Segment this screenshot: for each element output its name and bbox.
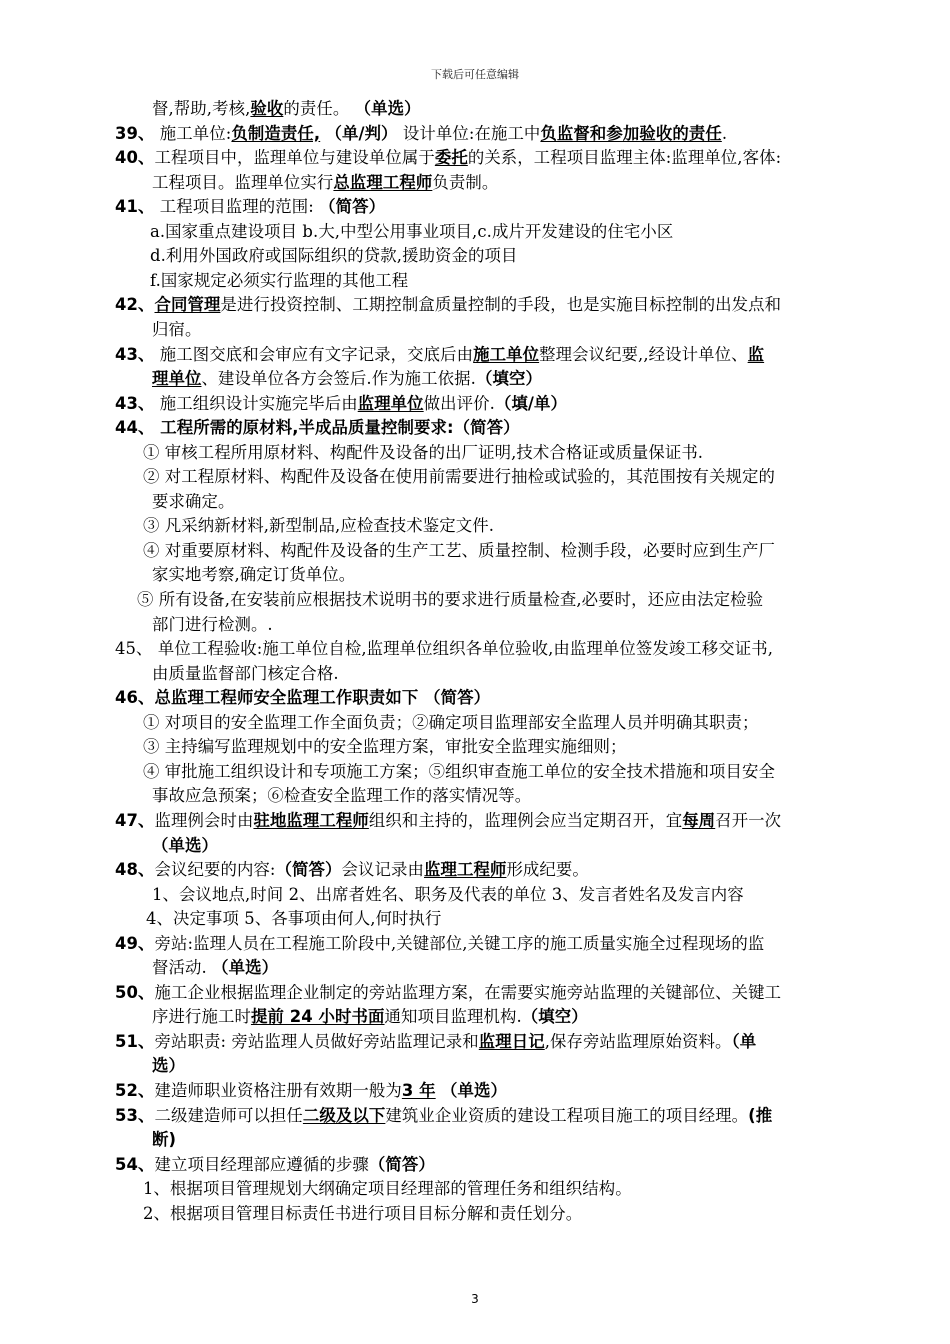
text-segment: 45、 单位工程验收:施工单位自检,监理单位组织各单位验收,由监理单位签发竣工移交证书, <box>115 639 774 659</box>
text-segment: 整理会议纪要,,经设计单位、 <box>539 344 748 364</box>
bold-label: （单选） <box>440 1081 507 1100</box>
text-segment: ⑤ 所有设备,在安装前应根据技术说明书的要求进行质量检查,必要时，还应由法定检验 <box>137 590 764 609</box>
item-number: 43、 <box>115 344 155 364</box>
text-segment: 施工组织设计实施完毕后由 <box>154 393 358 413</box>
text-line <box>152 170 498 195</box>
item-number: 50、 <box>115 982 155 1002</box>
text-segment: 要求确定。 <box>152 491 235 511</box>
text-segment: 4、决定事项 5、各事项由何人,何时执行 <box>146 909 442 929</box>
text-segment: 二级建造师可以担任 <box>154 1105 303 1125</box>
text-segment: 通知项目监理机构. <box>384 1007 522 1027</box>
text-line <box>115 980 781 1005</box>
text-line <box>115 121 727 146</box>
text-segment: 的关系，工程项目监理主体:监理单位,客体: <box>467 148 782 168</box>
underlined-answer: 监理单位 <box>357 393 424 413</box>
text-line <box>152 1004 588 1029</box>
text-segment: 设计单位:在施工中 <box>397 123 541 143</box>
text-segment: 由质量监督部门核定合格. <box>152 663 339 683</box>
underlined-answer: 3 年 <box>401 1081 436 1100</box>
bold-label: （填/单） <box>494 393 568 413</box>
text-segment: 施工图交底和会审应有文字记录，交底后由 <box>154 344 474 364</box>
text-segment: 旁站职责: 旁站监理人员做好旁站监理记录和 <box>154 1031 479 1051</box>
item-number: 53、 <box>115 1105 155 1125</box>
item-number: 54、 <box>115 1154 155 1174</box>
text-line <box>152 612 273 637</box>
text-line <box>152 955 278 980</box>
text-segment: 做出评价. <box>423 393 495 413</box>
text-segment: ④ 对重要原材料、构配件及设备的生产工艺、质量控制、检测手段，必要时应到生产厂 <box>143 540 775 560</box>
text-line <box>152 366 542 391</box>
bold-label: （简答） <box>275 860 342 880</box>
text-line <box>115 391 567 416</box>
underlined-answer: 委托 <box>434 148 468 168</box>
text-segment: 建造师职业资格注册有效期一般为 <box>154 1081 402 1100</box>
bold-label: （单选） <box>212 958 279 978</box>
text-segment: 工程项目。监理单位实行 <box>152 172 334 192</box>
bold-label: （简答） <box>319 197 386 217</box>
text-segment: 事故应急预案；⑥检查安全监理工作的落实情况等。 <box>152 786 532 806</box>
item-number: 48、 <box>115 860 155 880</box>
text-segment: 监理例会时由 <box>154 810 254 830</box>
text-segment: 施工单位: <box>154 123 232 143</box>
text-line <box>143 734 627 759</box>
text-line <box>143 513 494 538</box>
item-number: 42、 <box>115 295 155 315</box>
text-line <box>152 783 531 808</box>
text-line <box>143 538 775 563</box>
text-line <box>150 268 408 293</box>
bold-label: （单选） <box>354 99 421 118</box>
text-line <box>115 194 385 219</box>
underlined-answer: 驻地监理工程师 <box>253 810 369 830</box>
text-line <box>152 562 355 587</box>
bold-label: （单选） <box>152 835 218 855</box>
text-segment: 负责制。 <box>432 172 499 192</box>
underlined-answer: 负制造责任, <box>231 123 321 143</box>
text-segment: 是进行投资控制、工期控制盒质量控制的手段，也是实施目标控制的出发点和 <box>220 295 782 315</box>
text-segment: 旁站:监理人员在工程施工阶段中,关键部位,关键工序的施工质量实施全过程现场的监 <box>154 933 765 953</box>
bold-label: 44、 工程所需的原材料,半成品质量控制要求:（简答） <box>115 418 520 438</box>
underlined-answer: 监 <box>747 344 765 364</box>
bold-label: （单 <box>731 1031 757 1051</box>
item-number: 52、 <box>115 1081 155 1100</box>
text-segment: ② 对工程原材料、构配件及设备在使用前需要进行抽检或试验的，其范围按有关规定的 <box>143 467 775 487</box>
text-segment: ③ 主持编写监理规划中的安全监理方案，审批安全监理实施细则； <box>143 737 627 757</box>
page-number: 3 <box>471 1292 479 1306</box>
text-segment: 会议记录由 <box>341 860 424 880</box>
text-segment: ① 审核工程所用原材料、构配件及设备的出厂证明,技术合格证或质量保证书. <box>143 442 704 462</box>
text-segment: 召开一次 <box>715 810 782 830</box>
text-segment: 建筑业企业资质的建设工程项目施工的项目经理。 <box>385 1105 749 1125</box>
bold-label: （填空） <box>521 1007 588 1027</box>
text-segment: 督,帮助,考核, <box>152 99 251 118</box>
text-line <box>152 882 744 907</box>
text-line <box>152 489 234 514</box>
text-segment: ① 对项目的安全监理工作全面负责；②确定项目监理部安全监理人员并明确其职责； <box>143 712 759 732</box>
text-line <box>115 292 781 317</box>
item-number: 41、 <box>115 197 155 217</box>
item-number: 39、 <box>115 123 155 143</box>
text-segment: 督活动. <box>152 958 213 978</box>
text-segment: 部门进行检测。. <box>152 614 273 634</box>
text-line <box>115 1029 756 1054</box>
text-line <box>115 342 764 367</box>
text-segment: 形成纪要。 <box>506 860 589 880</box>
text-segment: 建立项目经理部应遵循的步骤 <box>154 1154 369 1174</box>
bold-label: （单/判） <box>325 123 398 143</box>
text-segment: ,保存旁站监理原始资料。 <box>544 1031 732 1051</box>
text-line <box>143 1176 632 1201</box>
underlined-answer: 监理工程师 <box>423 860 507 880</box>
text-line <box>137 587 763 612</box>
underlined-answer: 二级及以下 <box>302 1105 386 1125</box>
item-number: 51、 <box>115 1031 155 1051</box>
text-segment: . <box>721 123 728 143</box>
text-segment: 施工企业根据监理企业制定的旁站监理方案，在需要实施旁站监理的关键部位、关键工 <box>154 982 782 1002</box>
bold-label: （填空） <box>475 369 542 389</box>
text-line <box>143 464 775 489</box>
text-segment: a.国家重点建设项目 b.大,中型公用事业项目,c.成片开发建设的住宅小区 <box>150 221 674 241</box>
underlined-answer: 监理日记 <box>478 1031 545 1051</box>
text-segment: ④ 审批施工组织设计和专项施工方案；⑤组织审查施工单位的安全技术措施和项目安全 <box>143 761 775 781</box>
underlined-answer: 提前 24 小时书面 <box>250 1007 385 1027</box>
bold-label: （简答） <box>368 1154 435 1174</box>
text-segment: 归宿。 <box>152 319 202 339</box>
bold-label: 断) <box>152 1130 177 1150</box>
underlined-answer: 合同管理 <box>154 295 221 315</box>
bold-label: 选） <box>152 1056 185 1076</box>
text-segment: ③ 凡采纳新材料,新型制品,应检查技术鉴定文件. <box>143 516 495 536</box>
underlined-answer: 总监理工程师 <box>333 172 433 192</box>
text-segment: f.国家规定必须实行监理的其他工程 <box>150 270 409 290</box>
text-line <box>115 1152 435 1177</box>
underlined-answer: 负监督和参加验收的责任 <box>540 123 722 143</box>
text-line <box>152 1127 176 1152</box>
text-segment: 会议纪要的内容: <box>154 860 276 880</box>
text-line <box>143 759 775 784</box>
text-line <box>115 145 781 170</box>
text-line <box>115 1103 772 1128</box>
text-line <box>152 833 218 858</box>
text-line <box>115 415 520 440</box>
text-segment: 2、根据项目管理目标责任书进行项目目标分解和责任划分。 <box>143 1203 583 1223</box>
text-segment: 1、会议地点,时间 2、出席者姓名、职务及代表的单位 3、发言者姓名及发言内容 <box>152 884 744 904</box>
item-number: 49、 <box>115 933 155 953</box>
page-header: 下载后可任意编辑 <box>431 68 519 81</box>
text-line <box>150 219 673 244</box>
text-line <box>152 1053 185 1078</box>
text-line <box>143 710 758 735</box>
text-line <box>115 685 490 710</box>
underlined-answer: 验收 <box>250 99 284 118</box>
text-segment: 工程项目监理的范围: <box>154 197 320 217</box>
bold-label: (推 <box>748 1105 773 1125</box>
text-line <box>115 1078 507 1103</box>
text-segment: 组织和主持的，监理例会应当定期召开，宜 <box>368 810 683 830</box>
text-segment: 的责任。 <box>283 99 355 118</box>
text-segment: d.利用外国政府或国际组织的贷款,援助资金的项目 <box>150 246 518 266</box>
underlined-answer: 理单位 <box>152 369 202 389</box>
text-line <box>143 1201 582 1226</box>
text-line <box>152 96 421 121</box>
item-number: 47、 <box>115 810 155 830</box>
text-segment: 家实地考察,确定订货单位。 <box>152 565 356 585</box>
text-line <box>115 931 764 956</box>
text-line <box>115 857 589 882</box>
text-line <box>152 317 201 342</box>
text-segment: 1、根据项目管理规划大纲确定项目经理部的管理任务和组织结构。 <box>143 1179 632 1199</box>
bold-label: 46、总监理工程师安全监理工作职责如下 （简答） <box>115 688 491 708</box>
text-line <box>143 440 703 465</box>
text-line <box>115 808 781 833</box>
item-number: 40、 <box>115 148 155 168</box>
text-segment: 序进行施工时 <box>152 1007 251 1027</box>
text-line <box>150 243 518 268</box>
text-line <box>152 661 339 686</box>
text-line <box>146 906 442 931</box>
text-segment: 、建设单位各方会签后.作为施工依据. <box>201 369 476 389</box>
underlined-answer: 施工单位 <box>473 344 540 364</box>
underlined-answer: 每周 <box>682 810 716 830</box>
text-segment: 工程项目中，监理单位与建设单位属于 <box>154 148 435 168</box>
text-line <box>115 636 773 661</box>
item-number: 43、 <box>115 393 155 413</box>
